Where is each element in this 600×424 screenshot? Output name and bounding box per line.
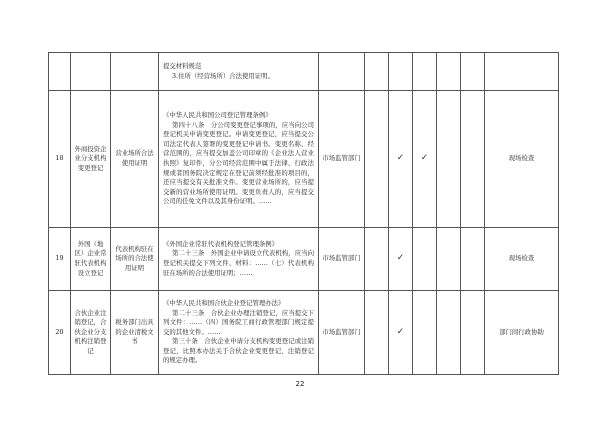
check-cell [413, 53, 437, 91]
department: 市场监管部门 [319, 91, 365, 228]
basis-line: 第四十八条 分公司变更登记事项的，应当向公司登记机关申请变更登记。申请变更登记，应当提交公司法定代表人签署的变更登记申请书。变更名称、经营范围的，应当提交加盖公司印章的《企业法人营业执照》复印件，分公司经营范围中属于法律、行政法规或者国务院决定规定在登记前须经批准的项目的，还应当提交有关批准文件。变更营业场所的，应当提交新的营业场所使用证明。变更负责人的，应当提交公司的任免文件以及其身份证明。…… [163, 120, 314, 206]
check-cell [365, 228, 389, 291]
check-cell [365, 53, 389, 91]
license-name [111, 53, 159, 91]
row-number: 18 [49, 91, 71, 228]
basis-line: 3.住所（经营场所）合法使用证明。 [172, 71, 274, 80]
item-name: 合伙企业注销登记，合伙企业分支机构注销登记 [71, 291, 111, 375]
basis-line: 第二十三条 合伙企业办理注销登记，应当提交下列文件：……（四）国务院工商行政管理部门规定提交的其他文件。…… [163, 308, 314, 336]
basis-line: 《中华人民共和国公司登记管理条例》 [163, 111, 272, 120]
basis-line: 《外国企业常驻代表机构登记管理条例》 [163, 239, 279, 248]
legal-basis [159, 228, 319, 291]
check-cell [461, 91, 485, 228]
license-name: 营业场所合法使用证明 [111, 91, 159, 228]
check-cell [437, 291, 461, 375]
department [319, 53, 365, 91]
row-number: 19 [49, 228, 71, 291]
row-number: 20 [49, 291, 71, 375]
measure: 部门间行政协助 [485, 291, 559, 375]
basis-line: 提交材料规范 [163, 61, 202, 70]
check-mark-icon: ✓ [389, 91, 413, 228]
table-row [49, 53, 559, 91]
check-cell [437, 91, 461, 228]
measure: 现场检查 [485, 228, 559, 291]
license-name: 代表机构驻在场所的合法使用证明 [111, 228, 159, 291]
check-cell [437, 53, 461, 91]
basis-line: 第二十三条 外国企业申请设立代表机构，应当向登记机关提交下列文件、材料：……（七）代表机构驻在场所的合法使用证明；…… [163, 249, 314, 277]
basis-line: 《中华人民共和国合伙企业登记管理办法》 [163, 298, 285, 307]
check-cell [461, 291, 485, 375]
check-cell [461, 228, 485, 291]
page-number: 22 [295, 380, 305, 388]
check-mark-icon: ✓ [413, 91, 437, 228]
table-row [49, 228, 559, 291]
table-row [49, 291, 559, 375]
item-name: 外国（地区）企业常驻代表机构设立登记 [71, 228, 111, 291]
basis-line: 第三十条 合伙企业申请分支机构变更登记或注销登记，比照本办法关于合伙企业变更登记、注销登记的规定办理。 [163, 337, 314, 365]
row-number [49, 53, 71, 91]
check-cell [413, 291, 437, 375]
check-mark-icon: ✓ [389, 228, 413, 291]
check-cell [413, 228, 437, 291]
check-cell [365, 291, 389, 375]
department: 市场监管部门 [319, 228, 365, 291]
item-name [71, 53, 111, 91]
legal-basis [159, 91, 319, 228]
check-cell [389, 53, 413, 91]
license-name: 税务部门出具的企业清税文书 [111, 291, 159, 375]
check-cell [365, 91, 389, 228]
legal-basis [159, 291, 319, 375]
check-cell [461, 53, 485, 91]
legal-basis [159, 53, 319, 91]
table-row [49, 91, 559, 228]
department: 市场监管部门 [319, 291, 365, 375]
measure: 现场检查 [485, 91, 559, 228]
item-name: 外商投资企业分支机构变更登记 [71, 91, 111, 228]
check-cell [437, 228, 461, 291]
measure [485, 53, 559, 91]
matters-table [48, 52, 559, 375]
check-mark-icon: ✓ [389, 291, 413, 375]
